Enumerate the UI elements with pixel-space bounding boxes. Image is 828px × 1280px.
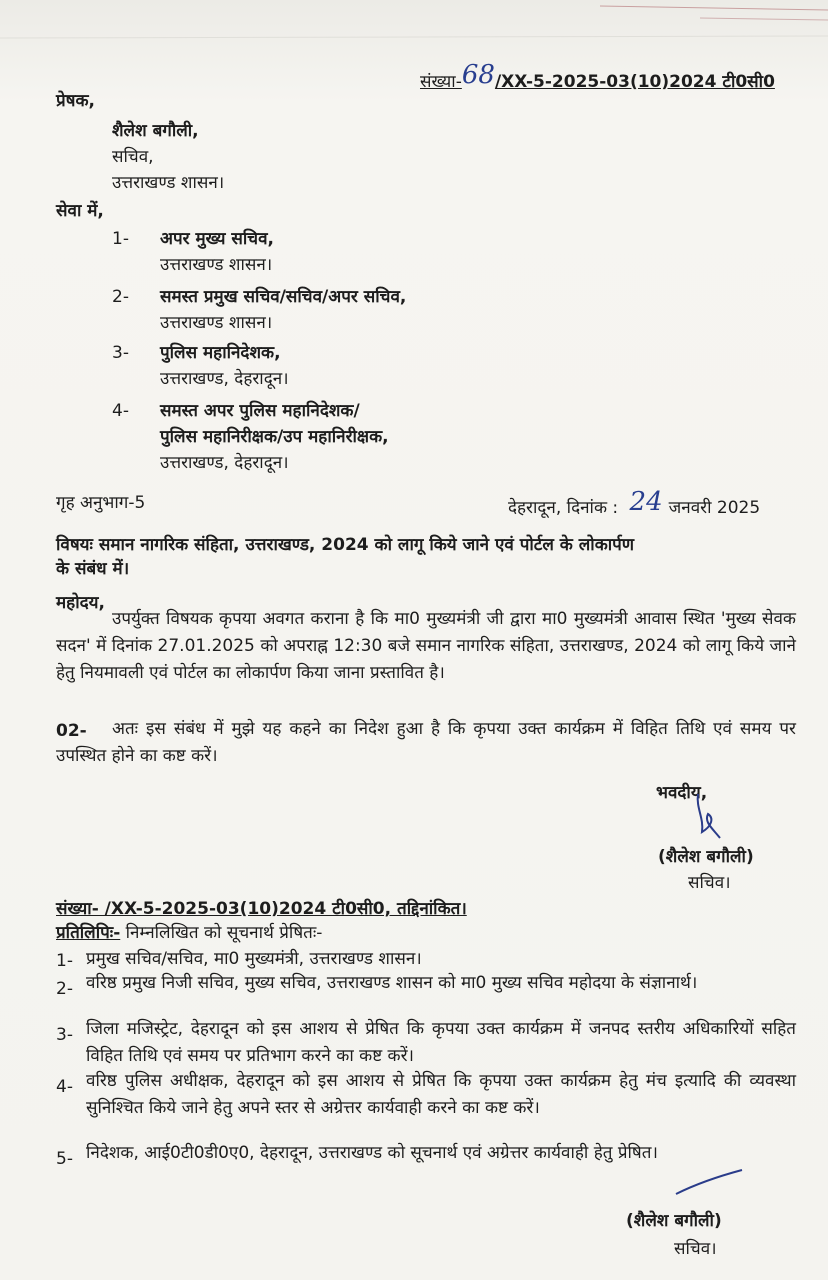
body-paragraph-2: अतः इस संबंध में मुझे यह कहने का निदेश हुआ है कि कृपया उक्त कार्यक्रम में विहित तिथि एवं समय पर उपस्थित होने का कष्ट करें। [56, 719, 796, 766]
recipient-4-line-2: पुलिस महानिरीक्षक/उप महानिरीक्षक, [160, 427, 389, 447]
copy-4-number: 4- [56, 1077, 73, 1097]
recipient-2-line-2: उत्तराखण्ड शासन। [160, 313, 273, 333]
copy-intro: प्रतिलिपिः- निम्नलिखित को सूचनार्थ प्रेषितः- [56, 923, 323, 943]
signature-mark-2 [672, 1164, 752, 1204]
copy-5-text: निदेशक, आई0टी0डी0ए0, देहरादून, उत्तराखण्ड को सूचनार्थ एवं अग्रेत्तर कार्यवाही हेतु प्रेषित। [86, 1143, 658, 1163]
copy-5-number: 5- [56, 1149, 73, 1169]
reference-number: संख्या-68/XX-5-2025-03(10)2024 टी0सी0 [420, 60, 775, 92]
copy-1-number: 1- [56, 951, 73, 971]
subject-line-2: के संबंध में। [56, 559, 130, 579]
page-top-edge [0, 0, 828, 40]
recipient-4-line-1: समस्त अपर पुलिस महानिदेशक/ [160, 401, 360, 421]
copy-2-number: 2- [56, 979, 73, 999]
subject-line-1: विषयः समान नागरिक संहिता, उत्तराखण्ड, 2024 को लागू किये जाने एवं पोर्टल के लोकार्पण [56, 535, 635, 555]
signatory-name: (शैलेश बगौली) [658, 847, 754, 867]
signatory-designation: सचिव। [688, 873, 731, 893]
valediction: भवदीय, [656, 783, 708, 803]
recipient-4-line-3: उत्तराखण्ड, देहरादून। [160, 453, 289, 473]
recipient-4-number: 4- [112, 401, 129, 421]
sender-label: प्रेषक, [56, 91, 96, 111]
sender-office: उत्तराखण्ड शासन। [112, 173, 225, 193]
sender-name: शैलेश बगौली, [112, 121, 199, 141]
recipient-1-number: 1- [112, 229, 129, 249]
handwritten-letter-number: 68 [461, 60, 495, 90]
signatory-designation-2: सचिव। [674, 1239, 717, 1259]
salutation: महोदय, [56, 593, 105, 613]
copy-1-text: प्रमुख सचिव/सचिव, मा0 मुख्यमंत्री, उत्तराखण्ड शासन। [86, 949, 422, 969]
copy-4-text: वरिष्ठ पुलिस अधीक्षक, देहरादून को इस आशय से प्रेषित कि कृपया उक्त कार्यक्रम हेतु मंच इत्यादि की व्यवस्था सुनिश्चित किये जाने हेतु अपने स्तर से अग्रेत्तर कार्यवाही करने का कष्ट करें। [86, 1071, 796, 1118]
issue-date: देहरादून, दिनांक : 24 जनवरी 2025 [508, 487, 761, 518]
recipient-2-line-1: समस्त प्रमुख सचिव/सचिव/अपर सचिव, [160, 287, 407, 307]
signature-mark [690, 788, 730, 848]
copy-3-text: जिला मजिस्ट्रेट, देहरादून को इस आशय से प्रेषित कि कृपया उक्त कार्यक्रम में जनपद स्तरीय अधिकारियों सहित विहित तिथि एवं समय पर प्रतिभाग करने का कष्ट करें। [86, 1019, 796, 1066]
signatory-name-2: (शैलेश बगौली) [626, 1211, 722, 1231]
copy-2-text: वरिष्ठ प्रमुख निजी सचिव, मुख्य सचिव, उत्तराखण्ड शासन को मा0 मुख्य सचिव महोदया के संज्ञानार्थ। [86, 973, 698, 993]
copy-3-number: 3- [56, 1025, 73, 1045]
sender-designation: सचिव, [112, 147, 154, 167]
recipient-1-line-1: अपर मुख्य सचिव, [160, 229, 275, 249]
recipient-1-line-2: उत्तराखण्ड शासन। [160, 255, 273, 275]
recipient-3-line-2: उत्तराखण्ड, देहरादून। [160, 369, 289, 389]
section-name: गृह अनुभाग-5 [56, 493, 146, 513]
to-label: सेवा में, [56, 201, 104, 221]
body-paragraph-2-number: 02- [56, 721, 87, 741]
recipient-3-number: 3- [112, 343, 129, 363]
recipient-3-line-1: पुलिस महानिदेशक, [160, 343, 281, 363]
copy-reference: संख्या- /XX-5-2025-03(10)2024 टी0सी0, तद्दिनांकित। [56, 899, 467, 919]
handwritten-date-day: 24 [629, 487, 663, 517]
body-paragraph-1: उपर्युक्त विषयक कृपया अवगत कराना है कि मा0 मुख्यमंत्री जी द्वारा मा0 मुख्यमंत्री आवास स्थित 'मुख्य सेवक सदन' में दिनांक 27.01.2025 को अपराह्न 12:30 बजे समान नागरिक संहिता, उत्तराखण्ड, 2024 को लागू किये जाने हेतु नियमावली एवं पोर्टल का लोकार्पण किया जाना प्रस्तावित है। [56, 609, 796, 683]
recipient-2-number: 2- [112, 287, 129, 307]
